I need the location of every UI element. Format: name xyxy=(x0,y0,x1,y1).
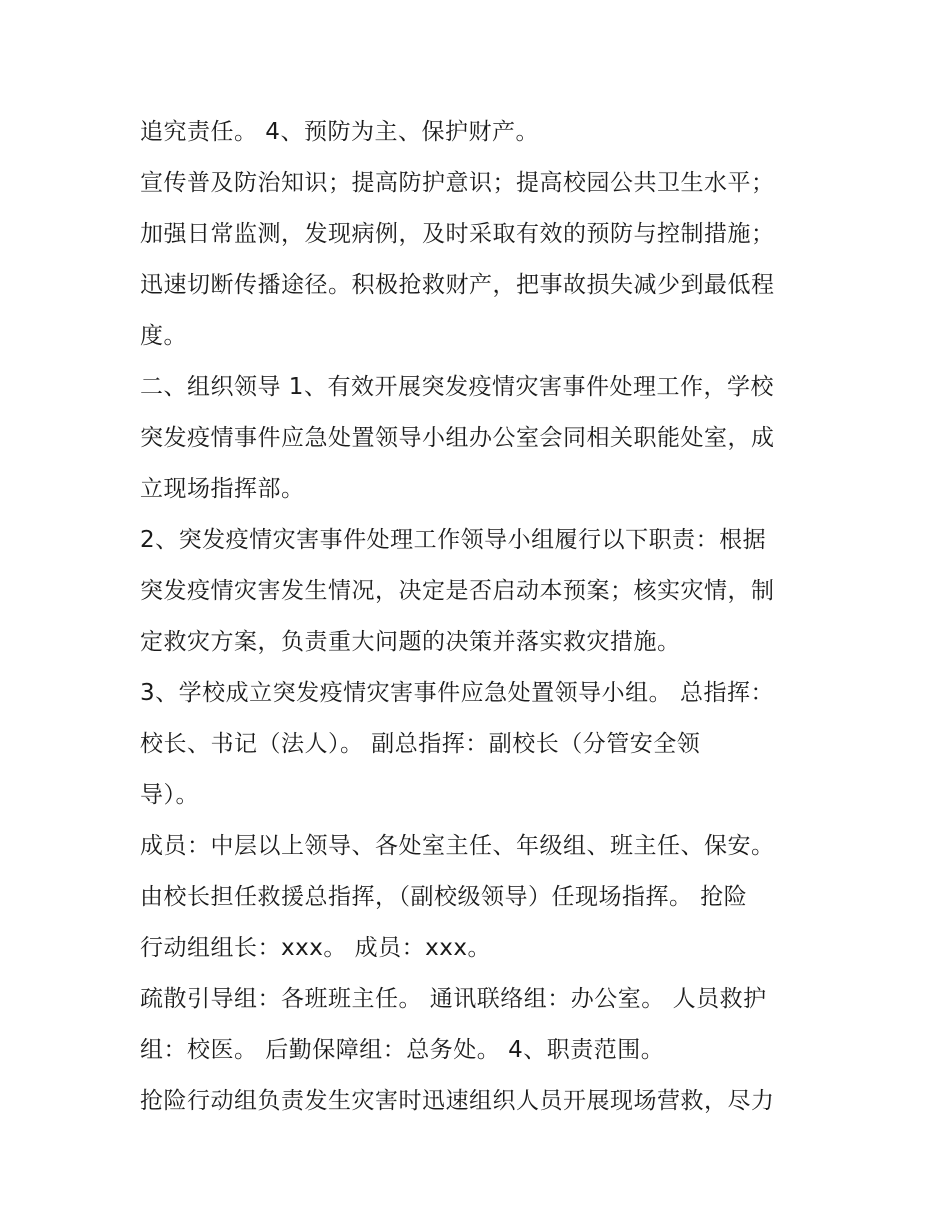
text-line-18: 疏散引导组：各班班主任。 通讯联络组：办公室。 人员救护 xyxy=(140,986,767,1012)
text-line-3: 加强日常监测，发现病例，及时采取有效的预防与控制措施； xyxy=(140,221,775,247)
text-line-7: 突发疫情事件应急处置领导小组办公室会同相关职能处室，成 xyxy=(140,425,775,451)
text-line-12: 3、学校成立突发疫情灾害事件应急处置领导小组。 总指挥： xyxy=(140,680,774,706)
text-line-11: 定救灾方案，负责重大问题的决策并落实救灾措施。 xyxy=(140,629,681,655)
text-line-6: 二、组织领导 1、有效开展突发疫情灾害事件处理工作，学校 xyxy=(140,374,774,400)
text-line-13: 校长、书记（法人）。 副总指挥：副校长（分管安全领 xyxy=(140,731,701,757)
text-line-20: 抢险行动组负责发生灾害时迅速组织人员开展现场营救，尽力 xyxy=(140,1088,775,1114)
text-line-19: 组：校医。 后勤保障组：总务处。 4、职责范围。 xyxy=(140,1037,665,1063)
text-line-8: 立现场指挥部。 xyxy=(140,476,305,502)
text-line-1: 追究责任。 4、预防为主、保护财产。 xyxy=(140,119,539,145)
text-line-4: 迅速切断传播途径。积极抢救财产，把事故损失减少到最低程 xyxy=(140,272,775,298)
text-line-17: 行动组组长：xxx。 成员：xxx。 xyxy=(140,935,491,961)
text-line-15: 成员：中层以上领导、各处室主任、年级组、班主任、保安。 xyxy=(140,833,775,859)
text-line-9: 2、突发疫情灾害事件处理工作领导小组履行以下职责：根据 xyxy=(140,527,767,553)
text-line-10: 突发疫情灾害发生情况，决定是否启动本预案；核实灾情，制 xyxy=(140,578,775,604)
text-line-14: 导）。 xyxy=(140,782,199,808)
text-line-16: 由校长担任救援总指挥，（副校级领导）任现场指挥。 抢险 xyxy=(140,884,748,910)
text-line-2: 宣传普及防治知识；提高防护意识；提高校园公共卫生水平； xyxy=(140,170,775,196)
text-line-5: 度。 xyxy=(140,323,187,349)
body-text xyxy=(140,107,830,1127)
